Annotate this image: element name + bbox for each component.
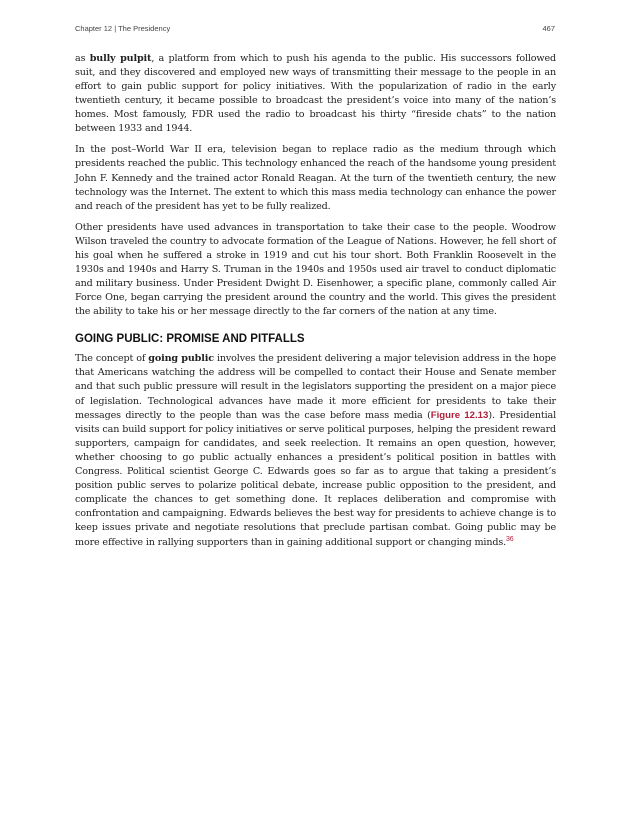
- paragraph-4-post: ). Presidential visits can build support for policy initiatives or serve political purposes, helping the president reward supporters, campaign for candidates, and seek reelection. It remains an open question, however, whether choosing to go public actually enhances a president’s political position in battles with Congress. Political scientist George C. Edwards goes so far as to argue that taking a president’s position public serves to polarize political debate, increase public opposition to the president, and complicate the chances to get something done. It replaces deliberation and compromise with confrontation and campaigning. Edwards believes the best way for presidents to achieve change is to keep issues private and negotiate resolutions that preclude partisan combat. Going public may be more effective in rallying supporters than in gaining additional support or changing minds.: [75, 409, 557, 548]
- paragraph-4-mid: involves the president delivering a major television address in the hope that Americans watching the address will be compelled to contact their House and Senate member and that such public pressure will result in the legislators supporting the president on a major piece of legislation. Technological advances have made it more efficient for presidents to take their messages directly to the people than was the case before mass media (: [75, 353, 556, 421]
- section-heading: GOING PUBLIC: PROMISE AND PITFALLS: [75, 333, 305, 346]
- chapter-title: Chapter 12 | The Presidency: [75, 24, 171, 33]
- page-number: 467: [542, 24, 555, 33]
- key-term-going-public: going public: [148, 353, 214, 365]
- paragraph-4-pre: The concept of: [75, 353, 149, 365]
- paragraph-3: Other presidents have used advances in transportation to take their case to the people. Woodrow Wilson traveled the country to advocate formation of the League of Nations. However, he fell short of his goal when he suffered a stroke in 1919 and cut his tour short. Both Franklin Roosevelt in the 1930s and 1940s and Harry S. Truman in the 1940s and 1950s used air travel to conduct diplomatic and military business. Under President Dwight D. Eisenhower, a specific plane, commonly called Air Force One, began carrying the president around the country and the world. This gives the president the ability to take his or her message directly to the far corners of the nation at any time.: [75, 221, 556, 318]
- key-term-bully-pulpit: bully pulpit: [89, 53, 152, 64]
- paragraph-1: [75, 52, 556, 137]
- footnote-link[interactable]: 36: [506, 535, 514, 543]
- paragraph-1-pre: as: [75, 53, 90, 64]
- paragraph-2: In the post–World War II era, television began to replace radio as the medium through which presidents reached the public. This technology enhanced the reach of the handsome young president John F. Kennedy and the trained actor Ronald Reagan. At the turn of the twentieth century, the new technology was the Internet. The extent to which this mass media technology can enhance the power and reach of the president has yet to be fully realized.: [75, 144, 556, 212]
- body-text: [75, 52, 556, 556]
- running-header: [75, 24, 555, 38]
- paragraph-1-post: , a platform from which to push his agenda to the public. His successors followed suit, and they discovered and employed new ways of transmitting their message to the people in an effort to gain public support for policy initiatives. With the popularization of radio in the early twentieth century, it became possible to broadcast the president’s voice into many of the nation’s homes. Most famously, FDR used the radio to broadcast his thirty “fireside chats” to the nation between 1933 and 1944.: [75, 53, 556, 135]
- paragraph-4: [75, 352, 556, 549]
- figure-reference-link[interactable]: Figure 12.13: [430, 409, 489, 421]
